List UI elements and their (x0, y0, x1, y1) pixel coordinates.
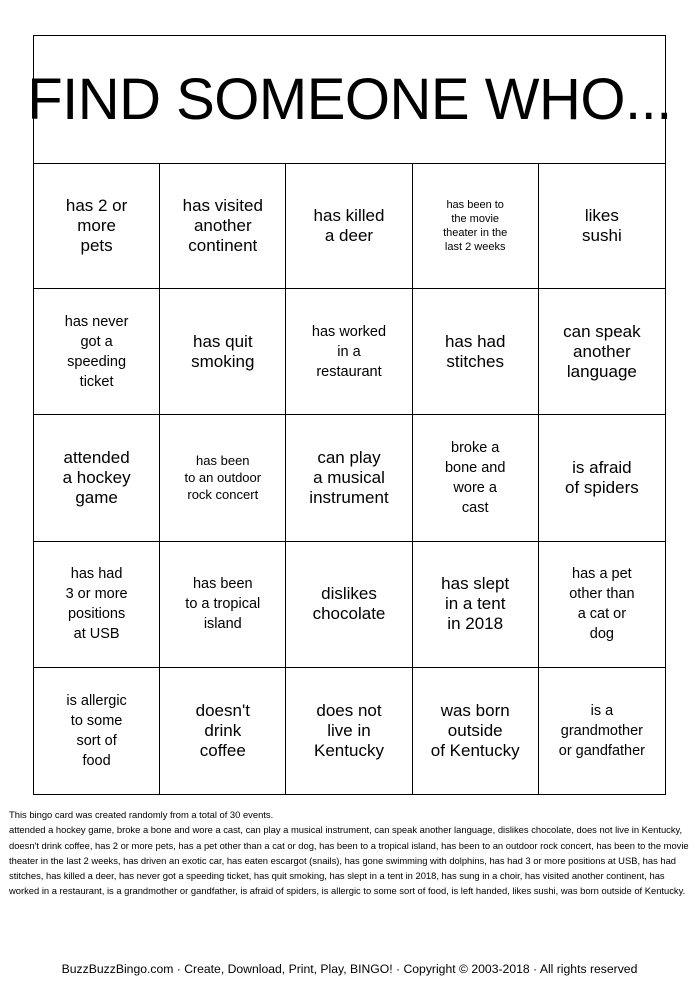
bingo-cell-text: has had stitches (444, 331, 506, 371)
bingo-cell-text: can play a musical instrument (309, 447, 389, 507)
bingo-cell (539, 415, 665, 541)
bingo-cell-text: has never got a speeding ticket (64, 313, 129, 390)
bingo-cell-text: has had 3 or more positions at USB (65, 566, 128, 643)
bingo-cell (413, 289, 539, 415)
bingo-cell (160, 415, 286, 541)
bingo-cell (286, 415, 412, 541)
bingo-cell (286, 163, 412, 289)
bingo-cell (160, 668, 286, 794)
footnote (9, 807, 691, 899)
bingo-cell-text: is allergic to some sort of food (66, 692, 127, 769)
bingo-cell-text: has killed a deer (313, 205, 385, 245)
bingo-cell-text: has been to a tropical island (185, 576, 261, 633)
bingo-cell (413, 163, 539, 289)
bingo-cell-text: has slept in a tent in 2018 (441, 574, 510, 634)
bingo-cell (160, 542, 286, 668)
bingo-cell-text: does not live in Kentucky (314, 700, 384, 760)
site-footer: BuzzBuzzBingo.com · Create, Download, Print, Play, BINGO! · Copyright © 2003-2018 · All rights reserved (61, 962, 638, 976)
bingo-cell-text: broke a bone and wore a cast (444, 439, 506, 516)
bingo-cell-text: likes sushi (582, 205, 622, 245)
bingo-cell-text: is afraid of spiders (565, 457, 639, 497)
bingo-cell (34, 415, 160, 541)
bingo-cell-text: has 2 or more pets (65, 195, 128, 255)
bingo-cell (539, 542, 665, 668)
bingo-cell-text: has been to an outdoor rock concert (184, 453, 262, 503)
bingo-cell (34, 668, 160, 794)
bingo-cell (286, 289, 412, 415)
bingo-cell-text: has visited another continent (182, 195, 263, 255)
bingo-cell (34, 542, 160, 668)
bingo-cell (539, 289, 665, 415)
bingo-cell (413, 415, 539, 541)
bingo-card (27, 35, 672, 795)
bingo-cell-text: attended a hockey game (62, 447, 131, 507)
bingo-cell-text: was born outside of Kentucky (430, 700, 520, 760)
bingo-cell-text: has a pet other than a cat or dog (569, 566, 635, 643)
bingo-grid (34, 163, 665, 794)
bingo-cell-text: has worked in a restaurant (311, 323, 387, 380)
bingo-cell (286, 542, 412, 668)
bingo-cell (286, 668, 412, 794)
bingo-cell-text: dislikes chocolate (312, 584, 386, 624)
bingo-cell (539, 668, 665, 794)
footnote-events: attended a hockey game, broke a bone and wore a cast, can play a musical instrument, can speak another language, dislikes chocolate, does not live in Kentucky, doesn't drink coffee, has 2 or more pets, has a pet other than a cat or dog, has been to a tropical island, has been to an outdoor rock concert, has been to the movie theater in the last 2 weeks, has driven an exotic car, has eaten escargot (snails), has gone swimming with dolphins, has had 3 or more positions at USB, has had stitches, has killed a deer, has never got a speeding ticket, has quit smoking, has slept in a tent in 2018, has sung in a choir, has visited another continent, has worked in a restaurant, is a grandmother or gandfather, is afraid of spiders, is allergic to some sort of food, is left handed, likes sushi, was born outside of Kentucky. (9, 824, 689, 897)
bingo-cell-text: has been to the movie theater in the last 2 weeks (443, 198, 508, 253)
bingo-cell-text: can speak another language (563, 321, 641, 381)
card-title: FIND SOMEONE WHO... (34, 36, 665, 164)
bingo-cell-text: doesn't drink coffee (195, 700, 250, 760)
bingo-cell-text: has quit smoking (191, 331, 255, 371)
footnote-intro: This bingo card was created randomly from a total of 30 events. (9, 809, 274, 820)
bingo-cell-text: is a grandmother or gandfather (558, 702, 646, 759)
bingo-cell (539, 163, 665, 289)
bingo-cell (160, 163, 286, 289)
bingo-cell (413, 542, 539, 668)
bingo-cell (413, 668, 539, 794)
bingo-cell (34, 289, 160, 415)
bingo-cell (160, 289, 286, 415)
bingo-cell (34, 163, 160, 289)
